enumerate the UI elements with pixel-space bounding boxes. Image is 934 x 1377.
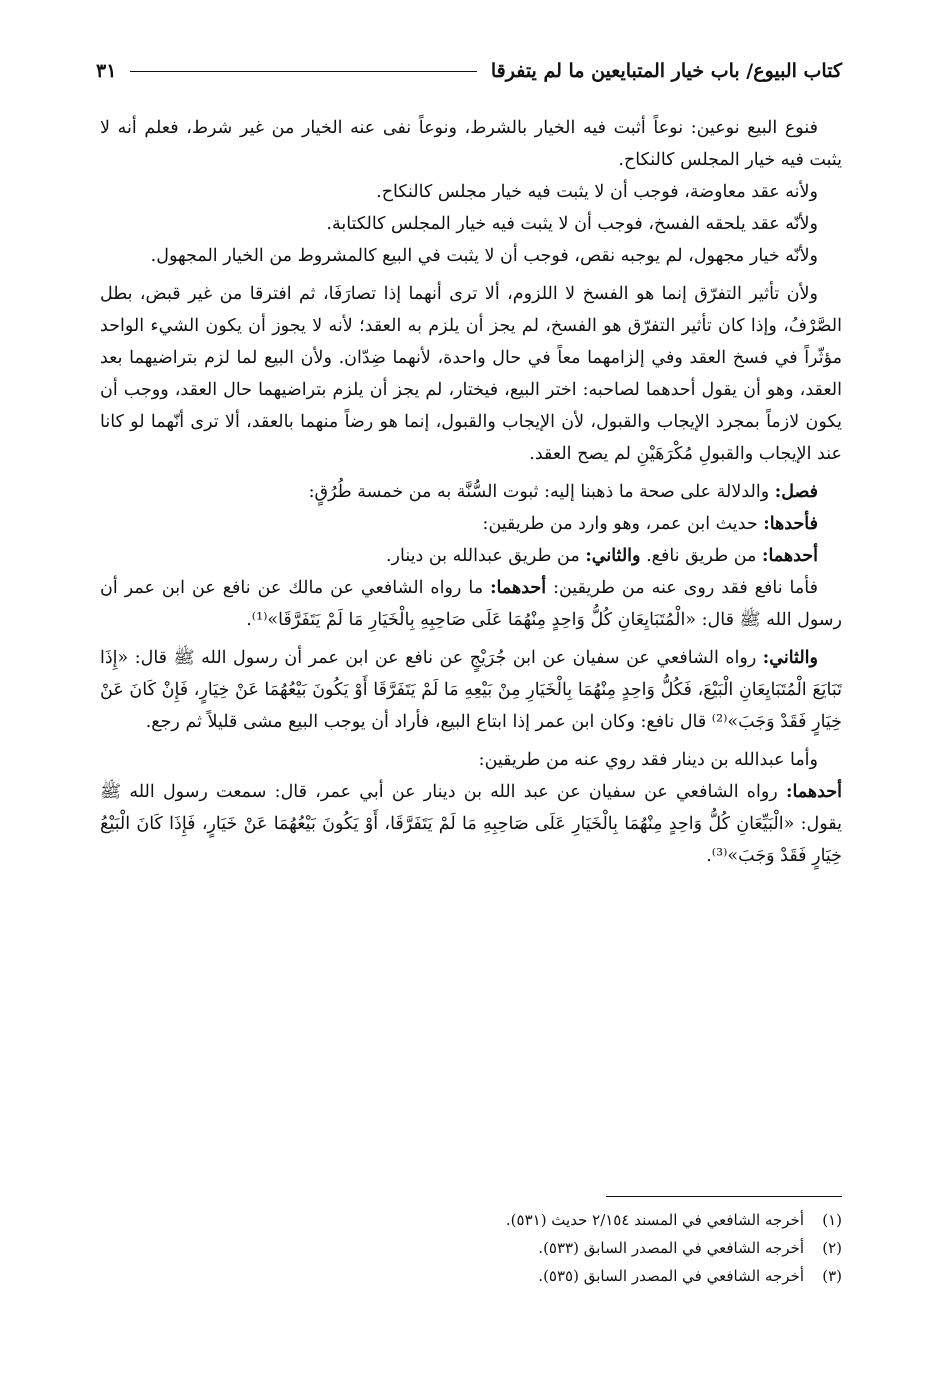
paragraph-4: ولأنّه خيار مجهول، لم يوجبه نقص، فوجب أن لا يثبت في البيع كالمشروط من الخيار المجهول. xyxy=(150,246,818,266)
fasl-paragraph xyxy=(100,476,842,508)
nafi-text: ما رواه الشافعي عن مالك عن نافع عن ابن عمر أن رسول الله ﷺ قال: «الْمُتَبَايِعَانِ كُلُّ وَاحِدٍ مِنْهُمَا عَلَى صَاحِبِهِ بِالْخَيَارِ مَا لَمْ يَتَفَرَّقَا»⁽¹⁾. xyxy=(100,578,842,630)
paragraph-2: ولأنه عقد معاوضة، فوجب أن لا يثبت فيه خيار مجلس كالنكاح. xyxy=(376,182,818,202)
ways-text-1: من طريق نافع. xyxy=(646,546,757,566)
second-text: رواه الشافعي عن سفيان عن ابن جُرَيْجٍ عن نافع عن ابن عمر أن رسول الله ﷺ قال: «إِذَا تَبَايَعَ الْمُتَبَايِعَانِ الْبَيْعَ، فَكُلُّ وَاحِدٍ مِنْهُمَا بِالْخَيَارِ مِنْ بَيْعِهِ مَا لَمْ يَتَفَرَّقَا أَوْ يَكُونَ بَيْعُهُمَا عَنْ خِيَارٍ، فَإِنْ كَانَ عَنْ خِيَارٍ فَقَدْ وَجَبَ»⁽²⁾ قال نافع: وكان ابن عمر إذا ابتاع البيع، فأراد أن يوجب البيع مشى قليلاً ثم رجع. xyxy=(100,648,842,732)
abdullah-paragraph xyxy=(100,776,842,872)
header-rule xyxy=(130,71,476,72)
running-header xyxy=(96,60,842,82)
footnote-text: أخرجه الشافعي في المصدر السابق (٥٣٥). xyxy=(538,1267,804,1285)
footnotes xyxy=(100,1206,842,1290)
ways-lead-1: أحدهما: xyxy=(761,546,818,566)
footnote-number: (٢) xyxy=(822,1239,842,1257)
paragraph-5: ولأن تأثير التفرّق إنما هو الفسخ لا اللزوم، ألا ترى أنهما إذا تصارَفَا، ثم افترقا من غير قبض، بطل الصَّرْفُ، وإذا كان تأثير التفرّق هو الفسخ، لم يجز أن يلزم به العقد؛ لأنه لا يجوز أن يكون الشيء الواحد مؤثّراً في فسخ العقد وفي إلزامهما معاً في حال واحدة، لأنهما ضِدّان. ولأن البيع لما لزم بتراضيهما بعد العقد، وهو أن يقول أحدهما لصاحبه: اختر البيع، فيختار، لم يجز أن يلزم بتراضيهما حال العقد، ووجب أن يكون لازماً بمجرد الإيجاب والقبول، لأن الإيجاب والقبول، إنما هو رضاً منهما بالعقد، ألا ترى أنّهما لو كانا عند الإيجاب والقبولِ مُكْرَهَيْنِ لم يصح العقد. xyxy=(100,284,842,464)
header-title: كتاب البيوع/ باب خيار المتبايعين ما لم يتفرقا xyxy=(490,60,842,82)
first-text: حديث ابن عمر، وهو وارد من طريقين: xyxy=(482,514,758,534)
page-number: ٣١ xyxy=(96,60,117,82)
footnote xyxy=(100,1234,842,1262)
abdullah-lead: أحدهما: xyxy=(785,782,842,802)
footnote-divider xyxy=(606,1196,842,1197)
abdullah-text: رواه الشافعي عن سفيان عن عبد الله بن دينار عن أبي عمر، قال: سمعت رسول الله ﷺ يقول: «الْبَيِّعَانِ كُلُّ وَاحِدٍ مِنْهُمَا بِالْخَيَارِ عَلَى صَاحِبِهِ مَا لَمْ يَتَفَرَّقَا، أَوْ يَكُونَ بَيْعُهُمَا عَنْ خَيَارٍ، فَإِذَا كَانَ الْبَيْعُ خِيَارٍ فَقَدْ وَجَبَ»⁽³⁾. xyxy=(100,782,842,866)
nafi-paragraph xyxy=(100,572,842,636)
main-text xyxy=(100,112,842,872)
first-way-paragraph xyxy=(100,508,842,540)
second-lead: والثاني: xyxy=(762,648,818,668)
paragraph-1: فنوع البيع نوعين: نوعاً أثبت فيه الخيار بالشرط، ونوعاً نفى عنه الخيار من غير شرط، فعلم أنه لا يثبت فيه خيار المجلس كالنكاح. xyxy=(100,118,842,170)
fasl-text: والدلالة على صحة ما ذهبنا إليه: ثبوت السُّنَّة به من خمسة طُرُقٍ: xyxy=(308,482,770,502)
fasl-lead: فصل: xyxy=(774,482,818,502)
ways-lead-2: والثاني: xyxy=(585,546,641,566)
footnote xyxy=(100,1262,842,1290)
paragraph-3: ولأنّه عقد يلحقه الفسخ، فوجب أن لا يثبت فيه خيار المجلس كالكتابة. xyxy=(326,214,818,234)
second-paragraph xyxy=(100,642,842,738)
abdullah-intro: وأما عبدالله بن دينار فقد روي عنه من طريقين: xyxy=(478,750,818,770)
nafi-lead: أحدهما: xyxy=(490,578,547,598)
first-lead: فأحدها: xyxy=(763,514,818,534)
footnote xyxy=(100,1206,842,1234)
footnote-text: أخرجه الشافعي في المصدر السابق (٥٣٣). xyxy=(538,1239,804,1257)
nafi-intro: فأما نافع فقد روى عنه من طريقين: xyxy=(553,578,818,598)
footnote-number: (١) xyxy=(822,1211,842,1229)
ways-text-2: من طريق عبدالله بن دينار. xyxy=(385,546,580,566)
ways-paragraph xyxy=(100,540,842,572)
footnote-text: أخرجه الشافعي في المسند ٢/١٥٤ حديث (٥٣١). xyxy=(505,1211,804,1229)
footnote-number: (٣) xyxy=(822,1267,842,1285)
